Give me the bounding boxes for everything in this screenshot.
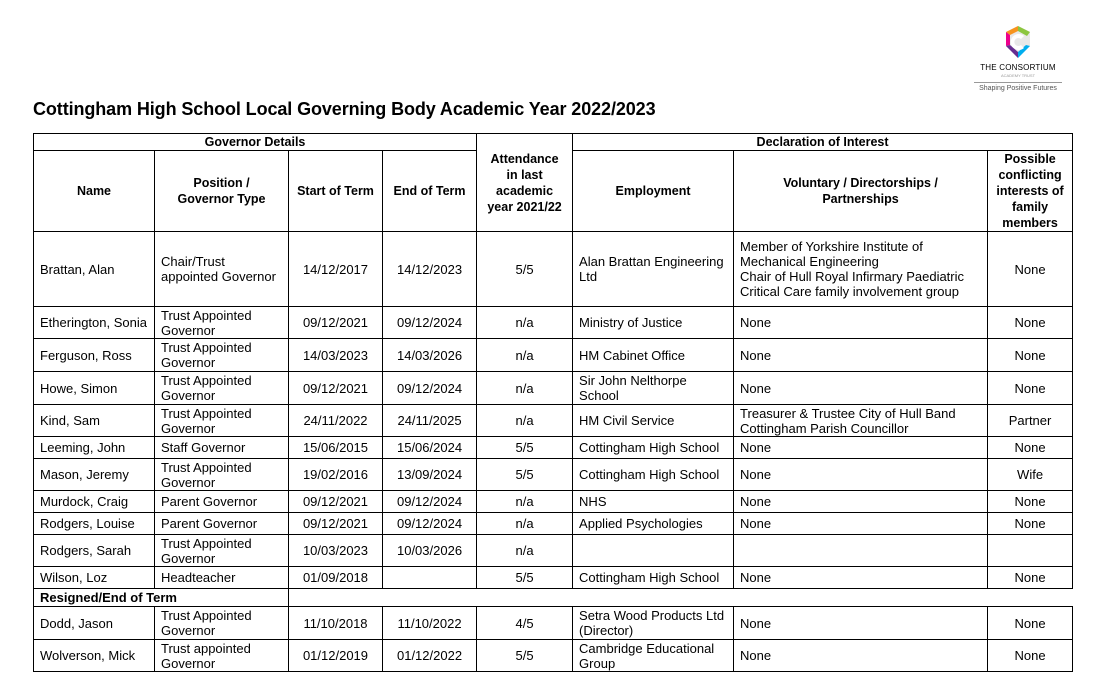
family-interest-value: None: [988, 372, 1073, 405]
logo-divider: [974, 82, 1062, 83]
table-row: [34, 372, 1073, 405]
attendance-value: n/a: [477, 535, 573, 567]
term-start: 24/11/2022: [289, 405, 383, 437]
table-row: [34, 513, 1073, 535]
governor-position: Trust appointed Governor: [155, 640, 289, 672]
employment-value: Sir John Nelthorpe School: [573, 372, 734, 405]
voluntary-value: None: [734, 437, 988, 459]
table-row: [34, 405, 1073, 437]
voluntary-value: [734, 535, 988, 567]
term-end: 09/12/2024: [383, 513, 477, 535]
consortium-logo: [972, 24, 1064, 92]
governor-name: Murdock, Craig: [34, 491, 155, 513]
governor-position: Headteacher: [155, 567, 289, 589]
table-row: [34, 640, 1073, 672]
family-interest-value: Partner: [988, 405, 1073, 437]
voluntary-value: None: [734, 607, 988, 640]
attendance-value: 5/5: [477, 232, 573, 307]
employment-value: Applied Psychologies: [573, 513, 734, 535]
page-title: Cottingham High School Local Governing Body Academic Year 2022/2023: [33, 99, 656, 119]
term-start: 11/10/2018: [289, 607, 383, 640]
family-interest-value: None: [988, 339, 1073, 372]
employment-value: Cottingham High School: [573, 437, 734, 459]
table-row: [34, 339, 1073, 372]
term-start: 09/12/2021: [289, 491, 383, 513]
term-start: 09/12/2021: [289, 372, 383, 405]
governor-position: Trust Appointed Governor: [155, 307, 289, 339]
term-start: 14/03/2023: [289, 339, 383, 372]
voluntary-value: None: [734, 307, 988, 339]
term-start: 01/09/2018: [289, 567, 383, 589]
attendance-value: n/a: [477, 491, 573, 513]
term-end: [383, 567, 477, 589]
governor-position: Trust Appointed Governor: [155, 459, 289, 491]
family-interest-value: None: [988, 437, 1073, 459]
attendance-value: n/a: [477, 307, 573, 339]
resigned-table-body: [34, 607, 1073, 672]
resigned-section: [34, 589, 1073, 607]
voluntary-value: None: [734, 491, 988, 513]
employment-value: NHS: [573, 491, 734, 513]
governor-name: Brattan, Alan: [34, 232, 155, 307]
governor-name: Howe, Simon: [34, 372, 155, 405]
governor-name: Wilson, Loz: [34, 567, 155, 589]
term-start: 15/06/2015: [289, 437, 383, 459]
governor-name: Kind, Sam: [34, 405, 155, 437]
logo-tagline: Shaping Positive Futures: [979, 85, 1057, 92]
employment-value: Setra Wood Products Ltd (Director): [573, 607, 734, 640]
employment-value: Alan Brattan Engineering Ltd: [573, 232, 734, 307]
family-interest-value: Wife: [988, 459, 1073, 491]
table-row: [34, 567, 1073, 589]
governors-table-body: [34, 232, 1073, 589]
family-interest-value: None: [988, 232, 1073, 307]
term-end: 09/12/2024: [383, 307, 477, 339]
attendance-value: 5/5: [477, 459, 573, 491]
governor-position: Trust Appointed Governor: [155, 339, 289, 372]
voluntary-value: Member of Yorkshire Institute of Mechanical Engineering Chair of Hull Royal Infirmary Paediatric Critical Care family involvement group: [734, 232, 988, 307]
resigned-section-spacer: [289, 589, 1073, 607]
term-end: 14/03/2026: [383, 339, 477, 372]
voluntary-value: None: [734, 567, 988, 589]
table-row: [34, 307, 1073, 339]
governor-name: Ferguson, Ross: [34, 339, 155, 372]
term-end: 09/12/2024: [383, 491, 477, 513]
governor-name: Mason, Jeremy: [34, 459, 155, 491]
term-end: 01/12/2022: [383, 640, 477, 672]
term-start: 14/12/2017: [289, 232, 383, 307]
governor-position: Staff Governor: [155, 437, 289, 459]
governor-position: Chair/Trust appointed Governor: [155, 232, 289, 307]
attendance-value: 5/5: [477, 437, 573, 459]
governor-position: Trust Appointed Governor: [155, 372, 289, 405]
voluntary-value: None: [734, 513, 988, 535]
term-start: 09/12/2021: [289, 513, 383, 535]
attendance-value: n/a: [477, 405, 573, 437]
term-end: 09/12/2024: [383, 372, 477, 405]
family-interest-value: None: [988, 640, 1073, 672]
header-conflicting: Possible conflicting interests of family members: [988, 151, 1073, 232]
voluntary-value: None: [734, 640, 988, 672]
term-start: 01/12/2019: [289, 640, 383, 672]
governor-name: Etherington, Sonia: [34, 307, 155, 339]
header-voluntary: Voluntary / Directorships / Partnerships: [734, 151, 988, 232]
term-end: 10/03/2026: [383, 535, 477, 567]
employment-value: [573, 535, 734, 567]
attendance-value: n/a: [477, 339, 573, 372]
header-governor-details: Governor Details: [34, 134, 477, 151]
term-end: 14/12/2023: [383, 232, 477, 307]
logo-sub-name: ACADEMY TRUST: [1000, 73, 1036, 78]
logo-org-name: THE CONSORTIUM: [980, 63, 1056, 72]
term-start: 10/03/2023: [289, 535, 383, 567]
governor-name: Rodgers, Louise: [34, 513, 155, 535]
header-start: Start of Term: [289, 151, 383, 232]
governor-name: Wolverson, Mick: [34, 640, 155, 672]
governor-name: Dodd, Jason: [34, 607, 155, 640]
attendance-value: 5/5: [477, 567, 573, 589]
voluntary-value: None: [734, 339, 988, 372]
term-end: 11/10/2022: [383, 607, 477, 640]
family-interest-value: [988, 535, 1073, 567]
term-start: 19/02/2016: [289, 459, 383, 491]
term-end: 13/09/2024: [383, 459, 477, 491]
employment-value: HM Civil Service: [573, 405, 734, 437]
governors-table: [33, 133, 1073, 672]
governor-position: Parent Governor: [155, 513, 289, 535]
employment-value: Cambridge Educational Group: [573, 640, 734, 672]
header-end: End of Term: [383, 151, 477, 232]
employment-value: HM Cabinet Office: [573, 339, 734, 372]
employment-value: Cottingham High School: [573, 567, 734, 589]
header-employment: Employment: [573, 151, 734, 232]
header-name: Name: [34, 151, 155, 232]
consortium-logo-icon: [1003, 24, 1033, 60]
family-interest-value: None: [988, 491, 1073, 513]
term-end: 24/11/2025: [383, 405, 477, 437]
table-row: [34, 437, 1073, 459]
governor-position: Trust Appointed Governor: [155, 405, 289, 437]
term-end: 15/06/2024: [383, 437, 477, 459]
governor-position: Parent Governor: [155, 491, 289, 513]
header-declaration: Declaration of Interest: [573, 134, 1073, 151]
family-interest-value: None: [988, 607, 1073, 640]
resigned-section-label: Resigned/End of Term: [34, 589, 289, 607]
header-position: Position / Governor Type: [155, 151, 289, 232]
attendance-value: 4/5: [477, 607, 573, 640]
employment-value: Ministry of Justice: [573, 307, 734, 339]
attendance-value: n/a: [477, 372, 573, 405]
governor-name: Leeming, John: [34, 437, 155, 459]
voluntary-value: None: [734, 459, 988, 491]
header-attendance: Attendance in last academic year 2021/22: [477, 134, 573, 232]
family-interest-value: None: [988, 513, 1073, 535]
governor-position: Trust Appointed Governor: [155, 607, 289, 640]
family-interest-value: None: [988, 567, 1073, 589]
governor-position: Trust Appointed Governor: [155, 535, 289, 567]
table-row: [34, 491, 1073, 513]
attendance-value: n/a: [477, 513, 573, 535]
table-row: [34, 232, 1073, 307]
attendance-value: 5/5: [477, 640, 573, 672]
family-interest-value: None: [988, 307, 1073, 339]
term-start: 09/12/2021: [289, 307, 383, 339]
table-row: [34, 535, 1073, 567]
governor-name: Rodgers, Sarah: [34, 535, 155, 567]
voluntary-value: None: [734, 372, 988, 405]
table-row: [34, 459, 1073, 491]
voluntary-value: Treasurer & Trustee City of Hull Band Cottingham Parish Councillor: [734, 405, 988, 437]
employment-value: Cottingham High School: [573, 459, 734, 491]
table-row: [34, 607, 1073, 640]
